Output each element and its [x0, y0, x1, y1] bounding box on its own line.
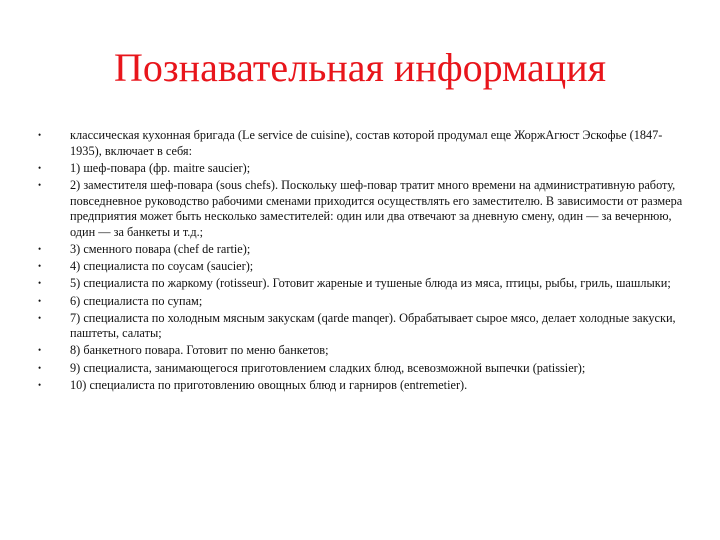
bullet-icon: •: [38, 312, 42, 323]
bullet-icon: •: [38, 162, 42, 173]
list-item-text: 6) специалиста по супам;: [70, 293, 203, 308]
list-item-text: 9) специалиста, занимающегося приготовлением сладких блюд, всевозможной выпечки (patissier);: [70, 360, 586, 375]
bullet-icon: •: [38, 179, 42, 190]
list-item-text: классическая кухонная бригада (Le service de cuisine), состав которой продумал еще ЖоржАгюст Эскофье (1847-1935), включает в себя:: [70, 128, 663, 158]
bullet-icon: •: [38, 345, 42, 356]
list-item: [38, 294, 686, 310]
bullet-icon: •: [38, 130, 42, 140]
list-item: [38, 361, 686, 377]
bullet-list: [38, 128, 686, 393]
slide-title: Познавательная информация: [113, 45, 607, 90]
bullet-icon: •: [38, 295, 42, 306]
list-item-text: 2) заместителя шеф-повара (sous chefs). Поскольку шеф-повар тратит много времени на административную работу, повседневное руководство рабочими сменами приходится осуществлять его заместителю. В зависимости от размера предприятия может быть несколько заместителей: один или два отвечают за дневную смену, один — за вечернюю, один — за банкеты и т.д.;: [70, 177, 683, 239]
list-item: [38, 343, 686, 359]
bullet-icon: •: [38, 379, 42, 390]
list-item: [38, 242, 686, 258]
bullet-icon: •: [38, 362, 42, 373]
list-item: [38, 276, 686, 292]
list-item-text: 10) специалиста по приготовлению овощных блюд и гарниров (entremetier).: [70, 377, 468, 392]
list-item: [38, 128, 686, 159]
list-item-text: 8) банкетного повара. Готовит по меню банкетов;: [70, 343, 329, 358]
list-item: [38, 378, 686, 394]
list-item: [38, 259, 686, 275]
list-item-text: 5) специалиста по жаркому (rotisseur). Готовит жареные и тушеные блюда из мяса, птицы, рыбы, гриль, шашлыки;: [70, 276, 671, 291]
list-item: [38, 161, 686, 177]
list-item-text: 4) специалиста по соусам (saucier);: [70, 259, 254, 274]
list-item-text: 3) сменного повара (chef de rartie);: [70, 241, 251, 256]
list-item-text: 7) специалиста по холодным мясным закускам (qarde manqer). Обрабатывает сырое мясо, делает холодные закуски, паштеты, салаты;: [70, 310, 676, 341]
list-item-text: 1) шеф-повара (фр. maitre saucier);: [70, 160, 251, 175]
bullet-icon: •: [38, 278, 42, 289]
bullet-icon: •: [38, 261, 42, 272]
list-item: [38, 178, 686, 240]
list-item: [38, 311, 686, 342]
bullet-icon: •: [38, 243, 42, 254]
